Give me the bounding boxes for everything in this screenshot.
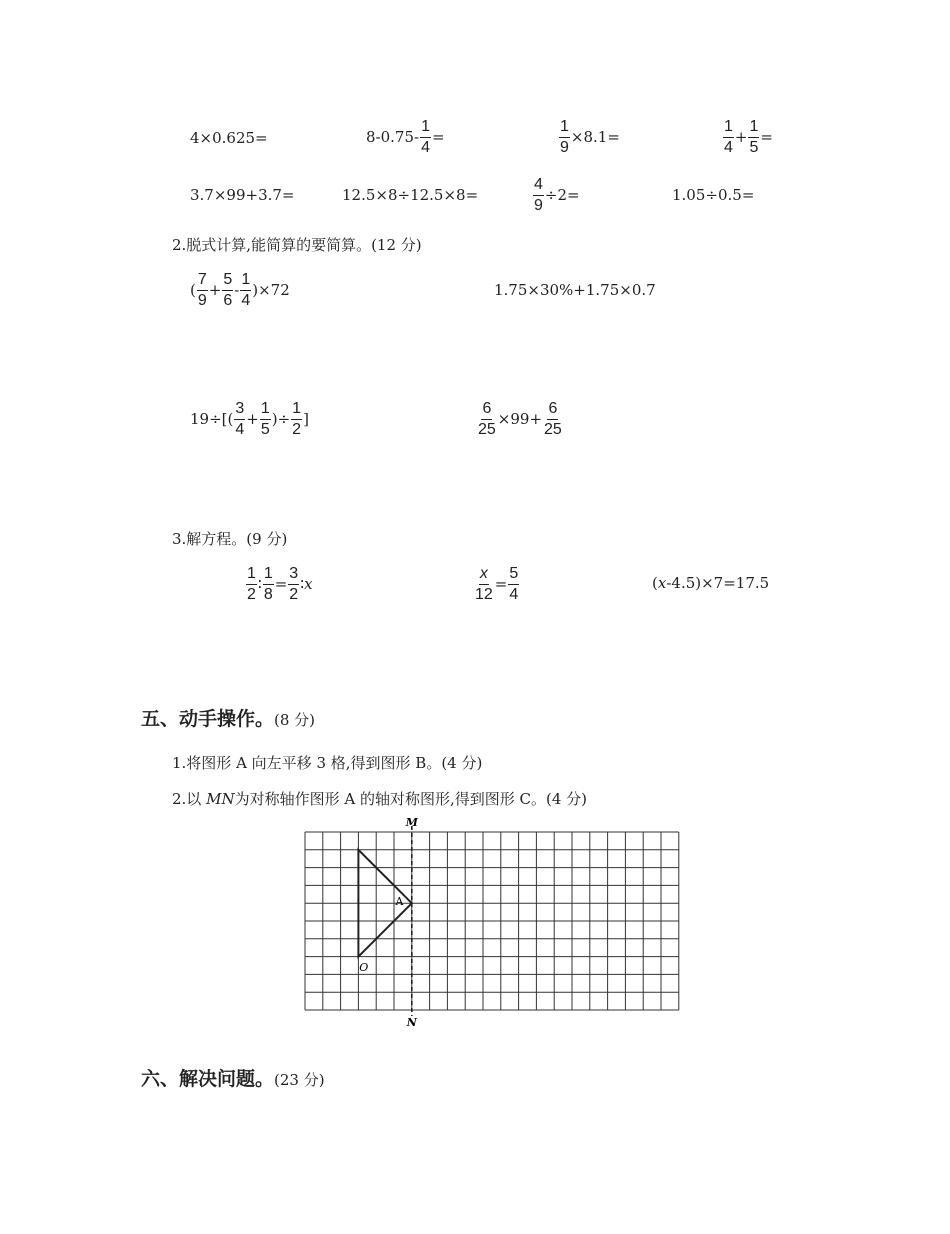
fraction: $\frac{3}{4}$	[235, 399, 245, 438]
oral-row2-a: 3.7×99+3.7=	[190, 186, 295, 204]
fraction: $\frac{1}{5}$	[749, 117, 759, 156]
shape-label-a: A	[395, 894, 404, 908]
fraction: $\frac{x}{12}$	[475, 564, 493, 603]
fraction: $\frac{6}{25}$	[544, 399, 562, 438]
fraction: $\frac{1}{2}$	[247, 564, 256, 603]
section2-problem-2: 1.75×30%+1.75×0.7	[494, 281, 656, 299]
fraction: $\frac{7}{9}$	[197, 270, 207, 309]
fraction: $\frac{1}{8}$	[263, 564, 273, 603]
part5-question-2: 2.以 MN为对称轴作图形 A 的轴对称图形,得到图形 C。(4 分)	[172, 790, 587, 808]
fraction: $\frac{1}{2}$	[292, 399, 302, 438]
oral-row2-b: 12.5×8÷12.5×8=	[342, 186, 479, 204]
fraction: $\frac{1}{9}$	[560, 117, 569, 156]
section2-title: 2.脱式计算,能简算的要简算。(12 分)	[172, 236, 422, 254]
fraction: $\frac{5}{6}$	[223, 270, 233, 309]
fraction: $\frac{6}{25}$	[478, 399, 496, 438]
equation-3: ( x -4.5)×7=17.5	[652, 574, 770, 592]
equation-1: $\frac{1}{2}$ ∶ $\frac{1}{8}$ = $\frac{3}{2}$ ∶ x	[247, 564, 313, 603]
oral-row1-a: 4×0.625=	[190, 129, 268, 147]
oral-row1-b: 8-0.75- $\frac{1}{4}$ =	[366, 117, 445, 156]
section3-title: 3.解方程。(9 分)	[172, 530, 288, 548]
fraction: $\frac{3}{2}$	[289, 564, 299, 603]
fraction: $\frac{1}{4}$	[241, 270, 251, 309]
part5-heading: 五、动手操作。(8 分)	[141, 708, 316, 730]
fraction: $\frac{1}{4}$	[421, 117, 430, 156]
vertex-label-o: O	[359, 960, 369, 974]
axis-label-n: N	[406, 1016, 417, 1029]
oral-row1-c: $\frac{1}{9}$ ×8.1=	[560, 117, 620, 156]
oral-row2-c: $\frac{4}{9}$ ÷2=	[534, 175, 580, 214]
fraction: $\frac{1}{4}$	[724, 117, 733, 156]
oral-row1-d: $\frac{1}{4}$ + $\frac{1}{5}$ =	[724, 117, 773, 156]
equation-2: $\frac{x}{12}$ = $\frac{5}{4}$	[475, 564, 519, 603]
part6-heading: 六、解决问题。(23 分)	[141, 1068, 325, 1090]
part5-question-1: 1.将图形 A 向左平移 3 格,得到图形 B。(4 分)	[172, 754, 483, 772]
grid-lines	[305, 832, 679, 1010]
oral-row2-d: 1.05÷0.5=	[672, 186, 755, 204]
grid-figure	[290, 812, 690, 1034]
section2-problem-1: ( $\frac{7}{9}$ + $\frac{5}{6}$ - $\frac{1}{4}$ )×72	[190, 270, 290, 309]
axis-label-m: M	[405, 816, 418, 829]
fraction: $\frac{5}{4}$	[509, 564, 519, 603]
section2-problem-4: $\frac{6}{25}$ ×99+ $\frac{6}{25}$	[478, 399, 562, 438]
fraction: $\frac{1}{5}$	[260, 399, 270, 438]
fraction: $\frac{4}{9}$	[534, 175, 543, 214]
section2-problem-3: 19÷[( $\frac{3}{4}$ + $\frac{1}{5}$ )÷ $\frac{1}{2}$ ]	[190, 399, 309, 438]
